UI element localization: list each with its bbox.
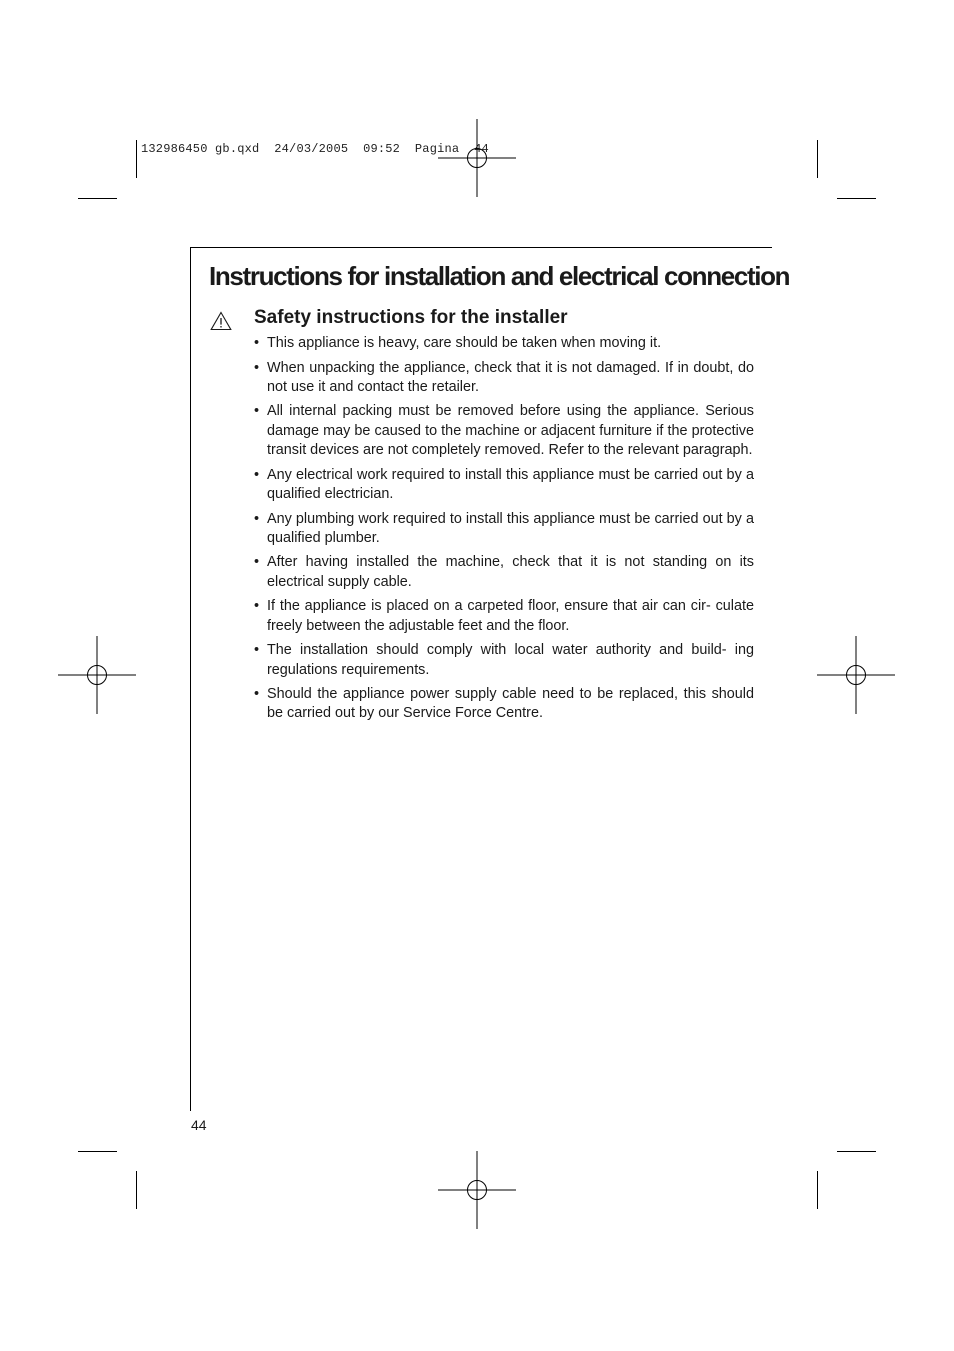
list-item-text: The installation should comply with local water authority and build- ing regulations requirements. — [267, 642, 754, 678]
list-item — [254, 510, 754, 549]
frame-left-rule — [190, 247, 191, 1111]
slug-time: 09:52 — [363, 142, 401, 156]
page-title: Instructions for installation and electrical connection — [209, 261, 790, 291]
printer-slug — [141, 142, 489, 156]
list-item-text: Should the appliance power supply cable need to be replaced, this should be carried out by our Service Force Centre. — [267, 686, 754, 722]
bullet-icon: • — [254, 686, 260, 703]
registration-mark-left-icon — [58, 636, 136, 714]
list-item-text: If the appliance is placed on a carpeted floor, ensure that air can cir- culate freely between the adjustable feet and the floor. — [267, 598, 754, 634]
registration-mark-right-icon — [817, 636, 895, 714]
slug-page-word: Pagina — [414, 142, 460, 156]
list-item — [254, 402, 754, 460]
list-item — [254, 553, 754, 592]
page-number: 44 — [191, 1117, 207, 1133]
bullet-icon: • — [254, 403, 260, 420]
list-item-text: Any plumbing work required to install this appliance must be carried out by a qualified plumber. — [267, 510, 754, 546]
frame-top-rule — [190, 247, 772, 248]
crop-mark-top-left-vertical — [136, 140, 137, 178]
list-item — [254, 359, 754, 398]
registration-mark-bottom-icon — [438, 1151, 516, 1229]
crop-mark-top-left-horizontal — [78, 198, 117, 199]
list-item-text: When unpacking the appliance, check that it is not damaged. If in doubt, do not use it and contact the retailer. — [267, 359, 754, 395]
slug-file: 132986450 gb.qxd — [141, 142, 260, 156]
list-item-text: This appliance is heavy, care should be taken when moving it. — [267, 335, 662, 351]
bullet-icon: • — [254, 554, 260, 571]
list-item — [254, 597, 754, 636]
crop-mark-bottom-left-horizontal — [78, 1151, 117, 1152]
list-item — [254, 685, 754, 724]
registration-mark-top-icon — [438, 119, 516, 197]
bullet-icon: • — [254, 335, 260, 351]
list-item — [254, 641, 754, 680]
warning-triangle-icon — [210, 311, 232, 331]
list-item — [254, 334, 754, 353]
bullet-icon: • — [254, 510, 260, 527]
crop-mark-top-right-vertical — [817, 140, 818, 178]
slug-page-number: 44 — [474, 142, 489, 156]
list-item-text: After having installed the machine, check that it is not standing on its electrical supply cable. — [267, 554, 754, 590]
crop-mark-bottom-right-vertical — [817, 1171, 818, 1209]
bullet-icon: • — [254, 642, 260, 659]
slug-date: 24/03/2005 — [274, 142, 349, 156]
bullet-icon: • — [254, 359, 260, 376]
list-item — [254, 466, 754, 505]
section-title: Safety instructions for the installer — [254, 307, 568, 328]
list-item-text: Any electrical work required to install this appliance must be carried out by a qualified electrician. — [267, 466, 754, 502]
crop-mark-bottom-right-horizontal — [837, 1151, 876, 1152]
bullet-icon: • — [254, 598, 260, 615]
crop-mark-bottom-left-vertical — [136, 1171, 137, 1209]
safety-instructions-list — [254, 334, 754, 729]
bullet-icon: • — [254, 466, 260, 483]
crop-mark-top-right-horizontal — [837, 198, 876, 199]
list-item-text: All internal packing must be removed before using the appliance. Serious damage may be caused to the machine or adjacent furniture if the protective transit devices are not completely removed. Refer to the relevant paragraph. — [267, 403, 754, 459]
